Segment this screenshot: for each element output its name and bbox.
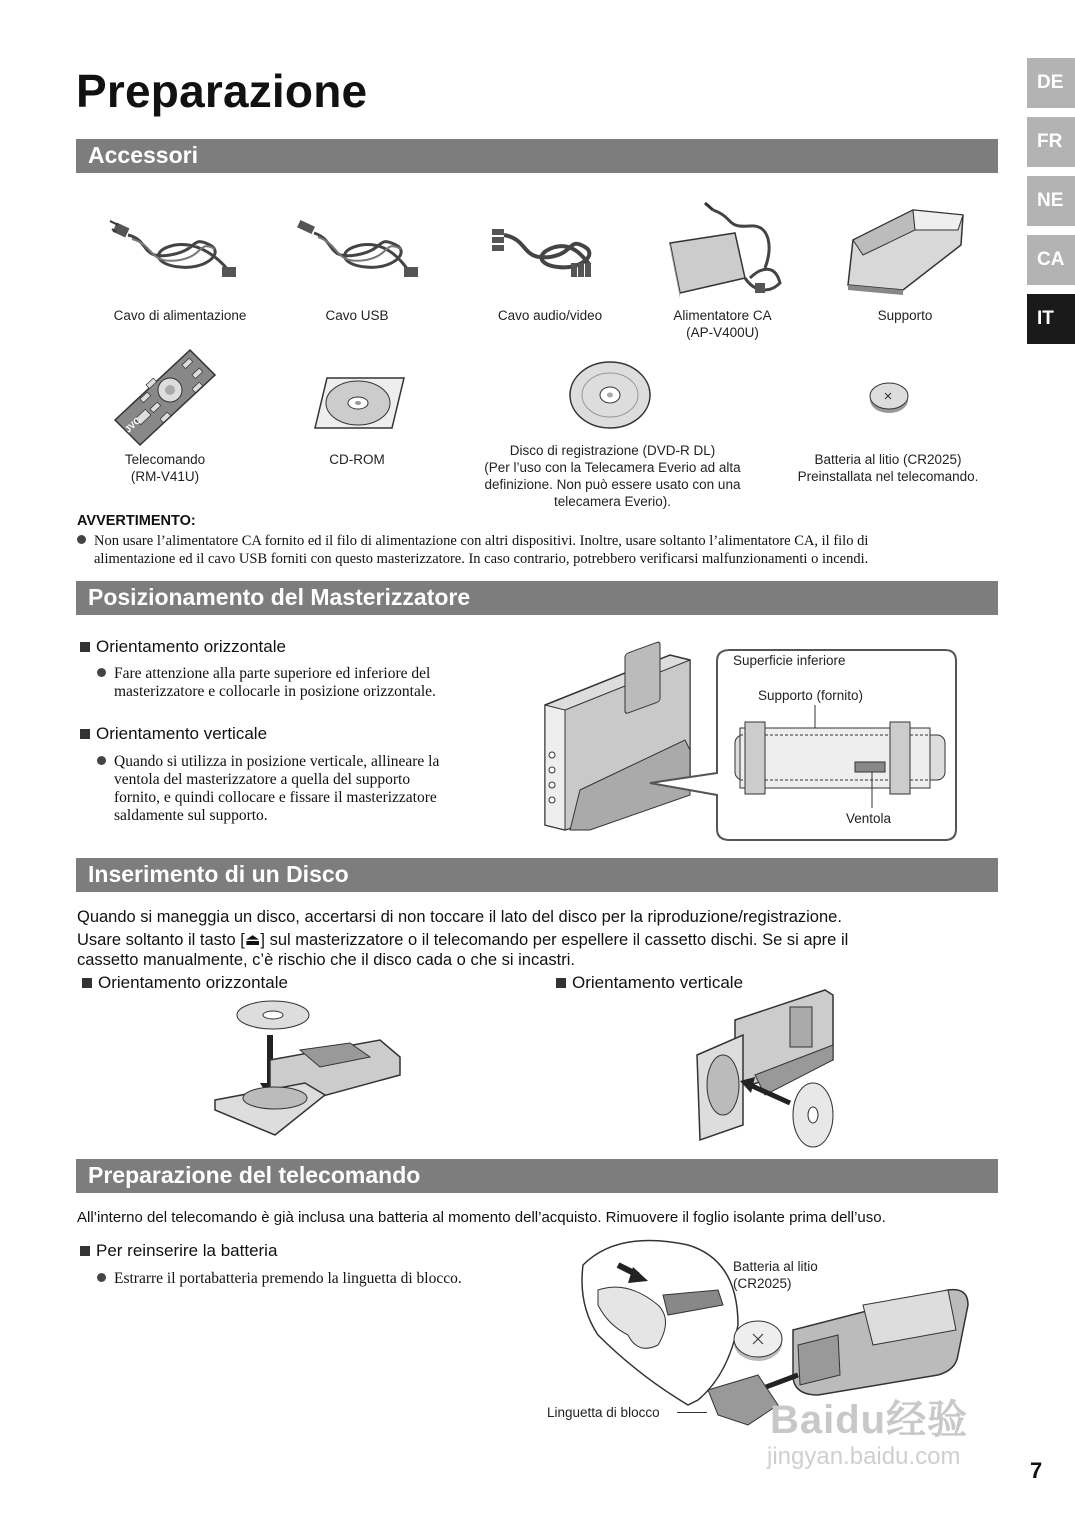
horizontal-text: Fare attenzione alla parte superiore ed inferiore del masterizzatore e collocarle in posizione orizzontale. bbox=[97, 665, 537, 701]
subheading-battery: Per reinserire la batteria bbox=[80, 1241, 277, 1261]
warning-title: AVVERTIMENTO: bbox=[77, 513, 196, 529]
language-tab-ca[interactable]: CA bbox=[1027, 235, 1075, 285]
remote-control-icon bbox=[110, 345, 220, 450]
watermark-url: jingyan.baidu.com bbox=[767, 1443, 961, 1470]
callout-title: Superficie inferiore bbox=[733, 653, 846, 668]
subheading-insert-vertical: Orientamento verticale bbox=[556, 973, 743, 993]
page-title: Preparazione bbox=[76, 65, 368, 117]
section-header-inserimento: Inserimento di un Disco bbox=[76, 858, 998, 892]
language-tab-it[interactable]: IT bbox=[1027, 294, 1075, 344]
bullet-icon bbox=[97, 668, 106, 677]
caption-dvd-disc: Disco di registrazione (DVD-R DL) (Per l’uso con la Telecamera Everio ad alta definizione. Non può essere usato con una telecamera Everio). bbox=[484, 443, 741, 509]
usb-cable-icon bbox=[296, 215, 421, 285]
bullet-icon bbox=[77, 535, 86, 544]
cd-rom-icon bbox=[312, 373, 407, 433]
caption-cd-rom: CD-ROM bbox=[329, 452, 385, 467]
label-stand: Supporto (fornito) bbox=[758, 688, 864, 703]
inserimento-text: Quando si maneggia un disco, accertarsi di non toccare il lato del disco per la riproduzione/registrazione. Usare soltanto il tasto [⏏] sul masterizzatore o il telecomando per espellere il cassetto dischi. Se si apre il cassetto manualmente, c’è rischio che il disco cada o che si incastri. bbox=[77, 908, 849, 969]
square-bullet-icon bbox=[82, 978, 92, 988]
warning-text: Non usare l’alimentatore CA fornito ed il filo di alimentazione con altri dispositivi. Inoltre, usare soltanto l’alimentatore CA, il filo di alimentazione ed il cavo USB forniti con questo masterizzatore. In caso contrario, potrebbero verificarsi malfunzionamenti o incendi. bbox=[77, 532, 1007, 568]
square-bullet-icon bbox=[80, 729, 90, 739]
language-tab-fr[interactable]: FR bbox=[1027, 117, 1075, 167]
label-lithium-battery: Batteria al litio (CR2025) bbox=[733, 1259, 818, 1291]
language-tab-ne[interactable]: NE bbox=[1027, 176, 1075, 226]
section-header-posizionamento: Posizionamento del Masterizzatore bbox=[76, 581, 998, 615]
av-cable-icon bbox=[490, 215, 600, 285]
power-cable-icon bbox=[110, 215, 240, 285]
section-header-telecomando: Preparazione del telecomando bbox=[76, 1159, 998, 1193]
label-fan: Ventola bbox=[846, 811, 892, 826]
leader-line bbox=[677, 1412, 707, 1413]
insert-vertical-illustration bbox=[695, 985, 840, 1150]
caption-battery: Batteria al litio (CR2025) Preinstallata nel telecomando. bbox=[797, 452, 979, 484]
bullet-icon bbox=[97, 756, 106, 765]
language-tab-de[interactable]: DE bbox=[1027, 58, 1075, 108]
section-header-accessori: Accessori bbox=[76, 139, 998, 173]
caption-usb-cable: Cavo USB bbox=[325, 308, 389, 323]
lithium-battery-icon bbox=[868, 380, 910, 415]
battery-step: Estrarre il portabatteria premendo la linguetta di blocco. bbox=[97, 1270, 462, 1288]
insert-horizontal-illustration bbox=[210, 995, 410, 1145]
stand-bottom-illustration bbox=[730, 700, 950, 800]
subheading-horizontal: Orientamento orizzontale bbox=[80, 637, 286, 657]
subheading-insert-horizontal: Orientamento orizzontale bbox=[82, 973, 288, 993]
stand-icon bbox=[843, 200, 968, 295]
bullet-icon bbox=[97, 1273, 106, 1282]
caption-av-cable: Cavo audio/video bbox=[497, 308, 603, 323]
vertical-text: Quando si utilizza in posizione verticale, allineare la ventola del masterizzatore a quella del supporto fornito, e quindi collocare e fissare il masterizzatore saldamente sul supporto. bbox=[97, 753, 537, 825]
dvd-disc-icon bbox=[568, 360, 653, 430]
ac-adapter-icon bbox=[665, 198, 785, 303]
square-bullet-icon bbox=[80, 1246, 90, 1256]
caption-remote: Telecomando (RM-V41U) bbox=[124, 452, 206, 484]
caption-stand: Supporto bbox=[877, 308, 933, 323]
caption-ac-adapter: Alimentatore CA (AP-V400U) bbox=[673, 308, 772, 340]
label-lock-tab: Linguetta di blocco bbox=[547, 1405, 660, 1420]
subheading-vertical: Orientamento verticale bbox=[80, 724, 267, 744]
remote-brand-label: JVC bbox=[122, 415, 143, 435]
telecomando-intro: All’interno del telecomando è già inclusa una batteria al momento dell’acquisto. Rimuovere il foglio isolante prima dell’uso. bbox=[77, 1209, 886, 1226]
watermark-logo: Baidu经验 bbox=[770, 1398, 969, 1442]
page-number: 7 bbox=[1030, 1458, 1043, 1483]
square-bullet-icon bbox=[556, 978, 566, 988]
caption-power-cable: Cavo di alimentazione bbox=[113, 308, 247, 323]
square-bullet-icon bbox=[80, 642, 90, 652]
